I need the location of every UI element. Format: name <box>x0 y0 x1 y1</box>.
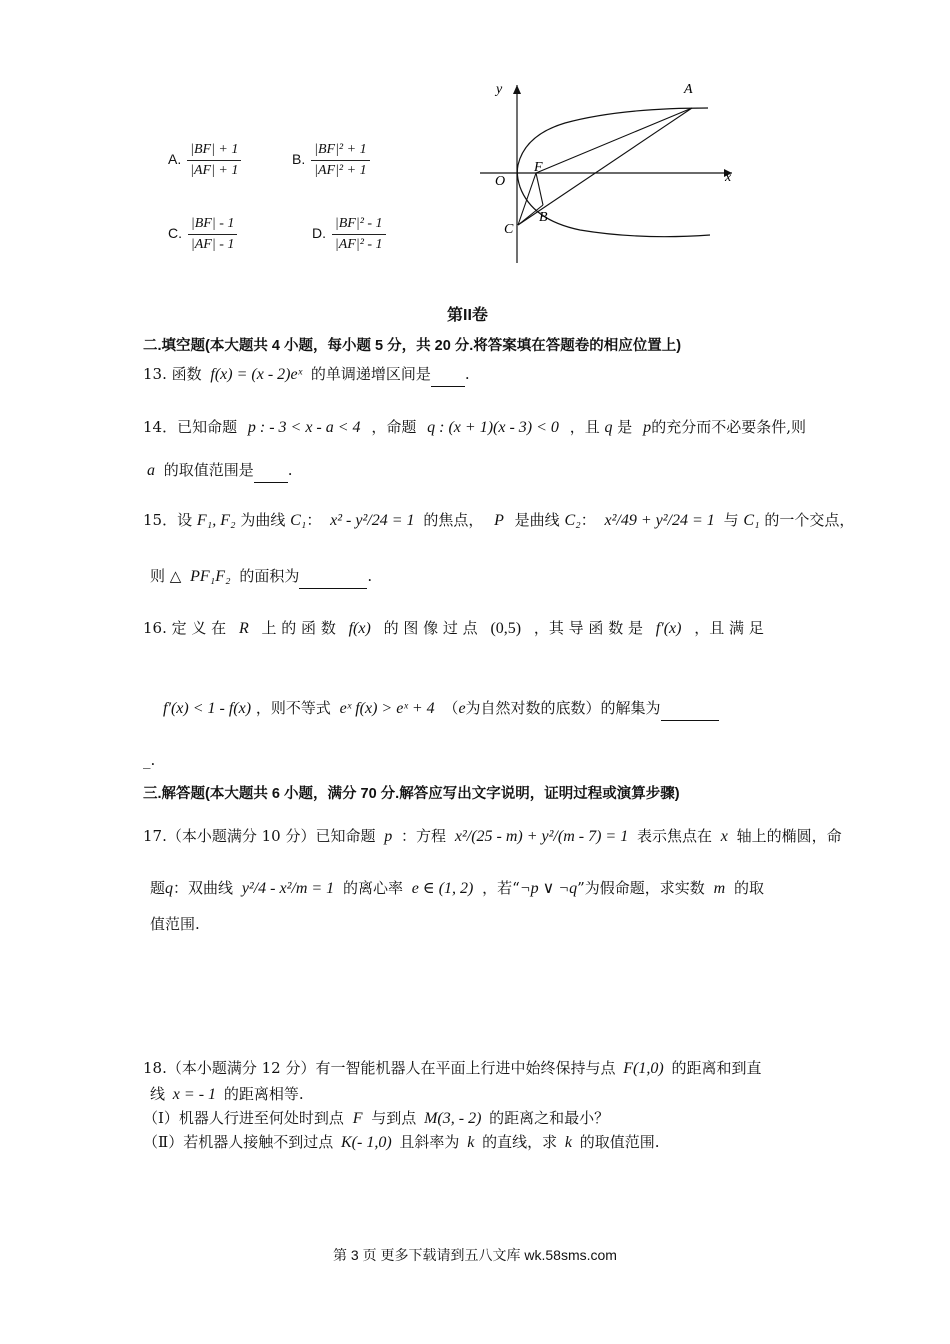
option-b <box>292 140 372 181</box>
question-18: 18.（本小题满分 12 分）有一智能机器人在平面上行进中始终保持与点 F(1,0) 的距离和到直 <box>143 1059 762 1077</box>
option-fraction: $\frac{|BF| + 1}{|AF| + 1}$ <box>187 140 241 181</box>
section-title: 第II卷 <box>447 307 488 324</box>
line-fb <box>536 173 543 205</box>
question-17: 17.（本小题满分 10 分）已知命题 p ：方程 x²/(25 - m) + y²/(m - 7) = 1 表示焦点在 x 轴上的椭圆，命 <box>143 827 842 845</box>
part2-heading: 二.填空题(本大题共 4 小题，每小题 5 分，共 20 分.将答案填在答题卷的相应位置上) <box>143 338 682 354</box>
option-c <box>168 214 239 255</box>
option-label: D. <box>312 225 326 242</box>
question-15-line2: 则 △ PF₁F₂ 的面积为 . <box>150 564 372 589</box>
label-x: x <box>725 170 732 185</box>
option-a <box>168 140 243 181</box>
line-ca <box>518 108 692 225</box>
part3-heading: 三.解答题(本大题共 6 小题，满分 70 分.解答应写出文字说明，证明过程或演算步骤) <box>143 786 680 802</box>
question-14-line2: a 的取值范围是 . <box>143 458 293 483</box>
line-fa <box>536 108 692 173</box>
question-18-part2: （Ⅱ）若机器人接触不到过点 K(- 1,0) 且斜率为 k 的直线，求 k 的取值范围. <box>143 1133 660 1151</box>
option-label: A. <box>168 151 182 168</box>
question-18-line2: 线 x = - 1 的距离相等. <box>150 1085 304 1103</box>
label-y: y <box>496 82 503 97</box>
option-label: C. <box>168 225 182 242</box>
label-b: B <box>539 210 548 225</box>
question-16: 16. 定 义 在 R 上 的 函 数 f(x) 的 图 像 过 点 (0,5) ，其 导 函 数 是 f′(x) ，且 满 足 <box>143 619 764 637</box>
page-footer: 第 3 页 更多下载请到五八文库 wk.58sms.com <box>333 1247 617 1263</box>
question-13: 13. 函数 f(x) = (x - 2)eˣ 的单调递增区间是 . <box>143 362 470 387</box>
question-14-tail-line: 的充分而不必要条件,则 <box>651 418 806 436</box>
y-axis-arrow <box>513 85 521 94</box>
label-f: F <box>534 160 543 175</box>
option-fraction: $\frac{|BF| - 1}{|AF| - 1}$ <box>188 214 237 255</box>
question-15: 15．设 F₁, F₂ 为曲线 C₁： x² - y²/24 = 1 的焦点， P 是曲线 C₂： x²/49 + y²/24 = 1 与 C₁ 的一个交点， <box>143 511 855 529</box>
question-17-line3: 值范围. <box>150 915 200 933</box>
parabola-figure <box>470 75 740 270</box>
question-16-end: _. <box>143 751 156 769</box>
label-a: A <box>684 82 693 97</box>
option-fraction: $\frac{\text{|BF|² - 1}}{\text{|AF|² - 1}}$ <box>332 214 386 255</box>
question-16-line2: f′(x) < 1 - f(x) ，则不等式 eˣ f(x) > eˣ + 4 （e为自然对数的底数）的解集为 <box>163 696 719 721</box>
option-d <box>312 214 388 255</box>
question-17-line2: 题q：双曲线 y²/4 - x²/m = 1 的离心率 e ∈ (1, 2) ，若“¬p ∨ ¬q”为假命题，求实数 m 的取 <box>150 879 764 897</box>
label-o: O <box>495 174 506 189</box>
option-fraction: $\frac{\text{|BF|² + 1}}{\text{|AF|² + 1}}$ <box>311 140 369 181</box>
question-18-part1: （Ⅰ）机器人行进至何处时到点 F 与到点 M(3, - 2) 的距离之和最小？ <box>143 1109 610 1127</box>
option-label: B. <box>292 151 306 168</box>
label-c: C <box>504 222 514 237</box>
question-14: 14．已知命题 p : - 3 < x - a < 4 ，命题 q : (x + 1)(x - 3) < 0 ，且 q 是 p <box>143 418 652 436</box>
